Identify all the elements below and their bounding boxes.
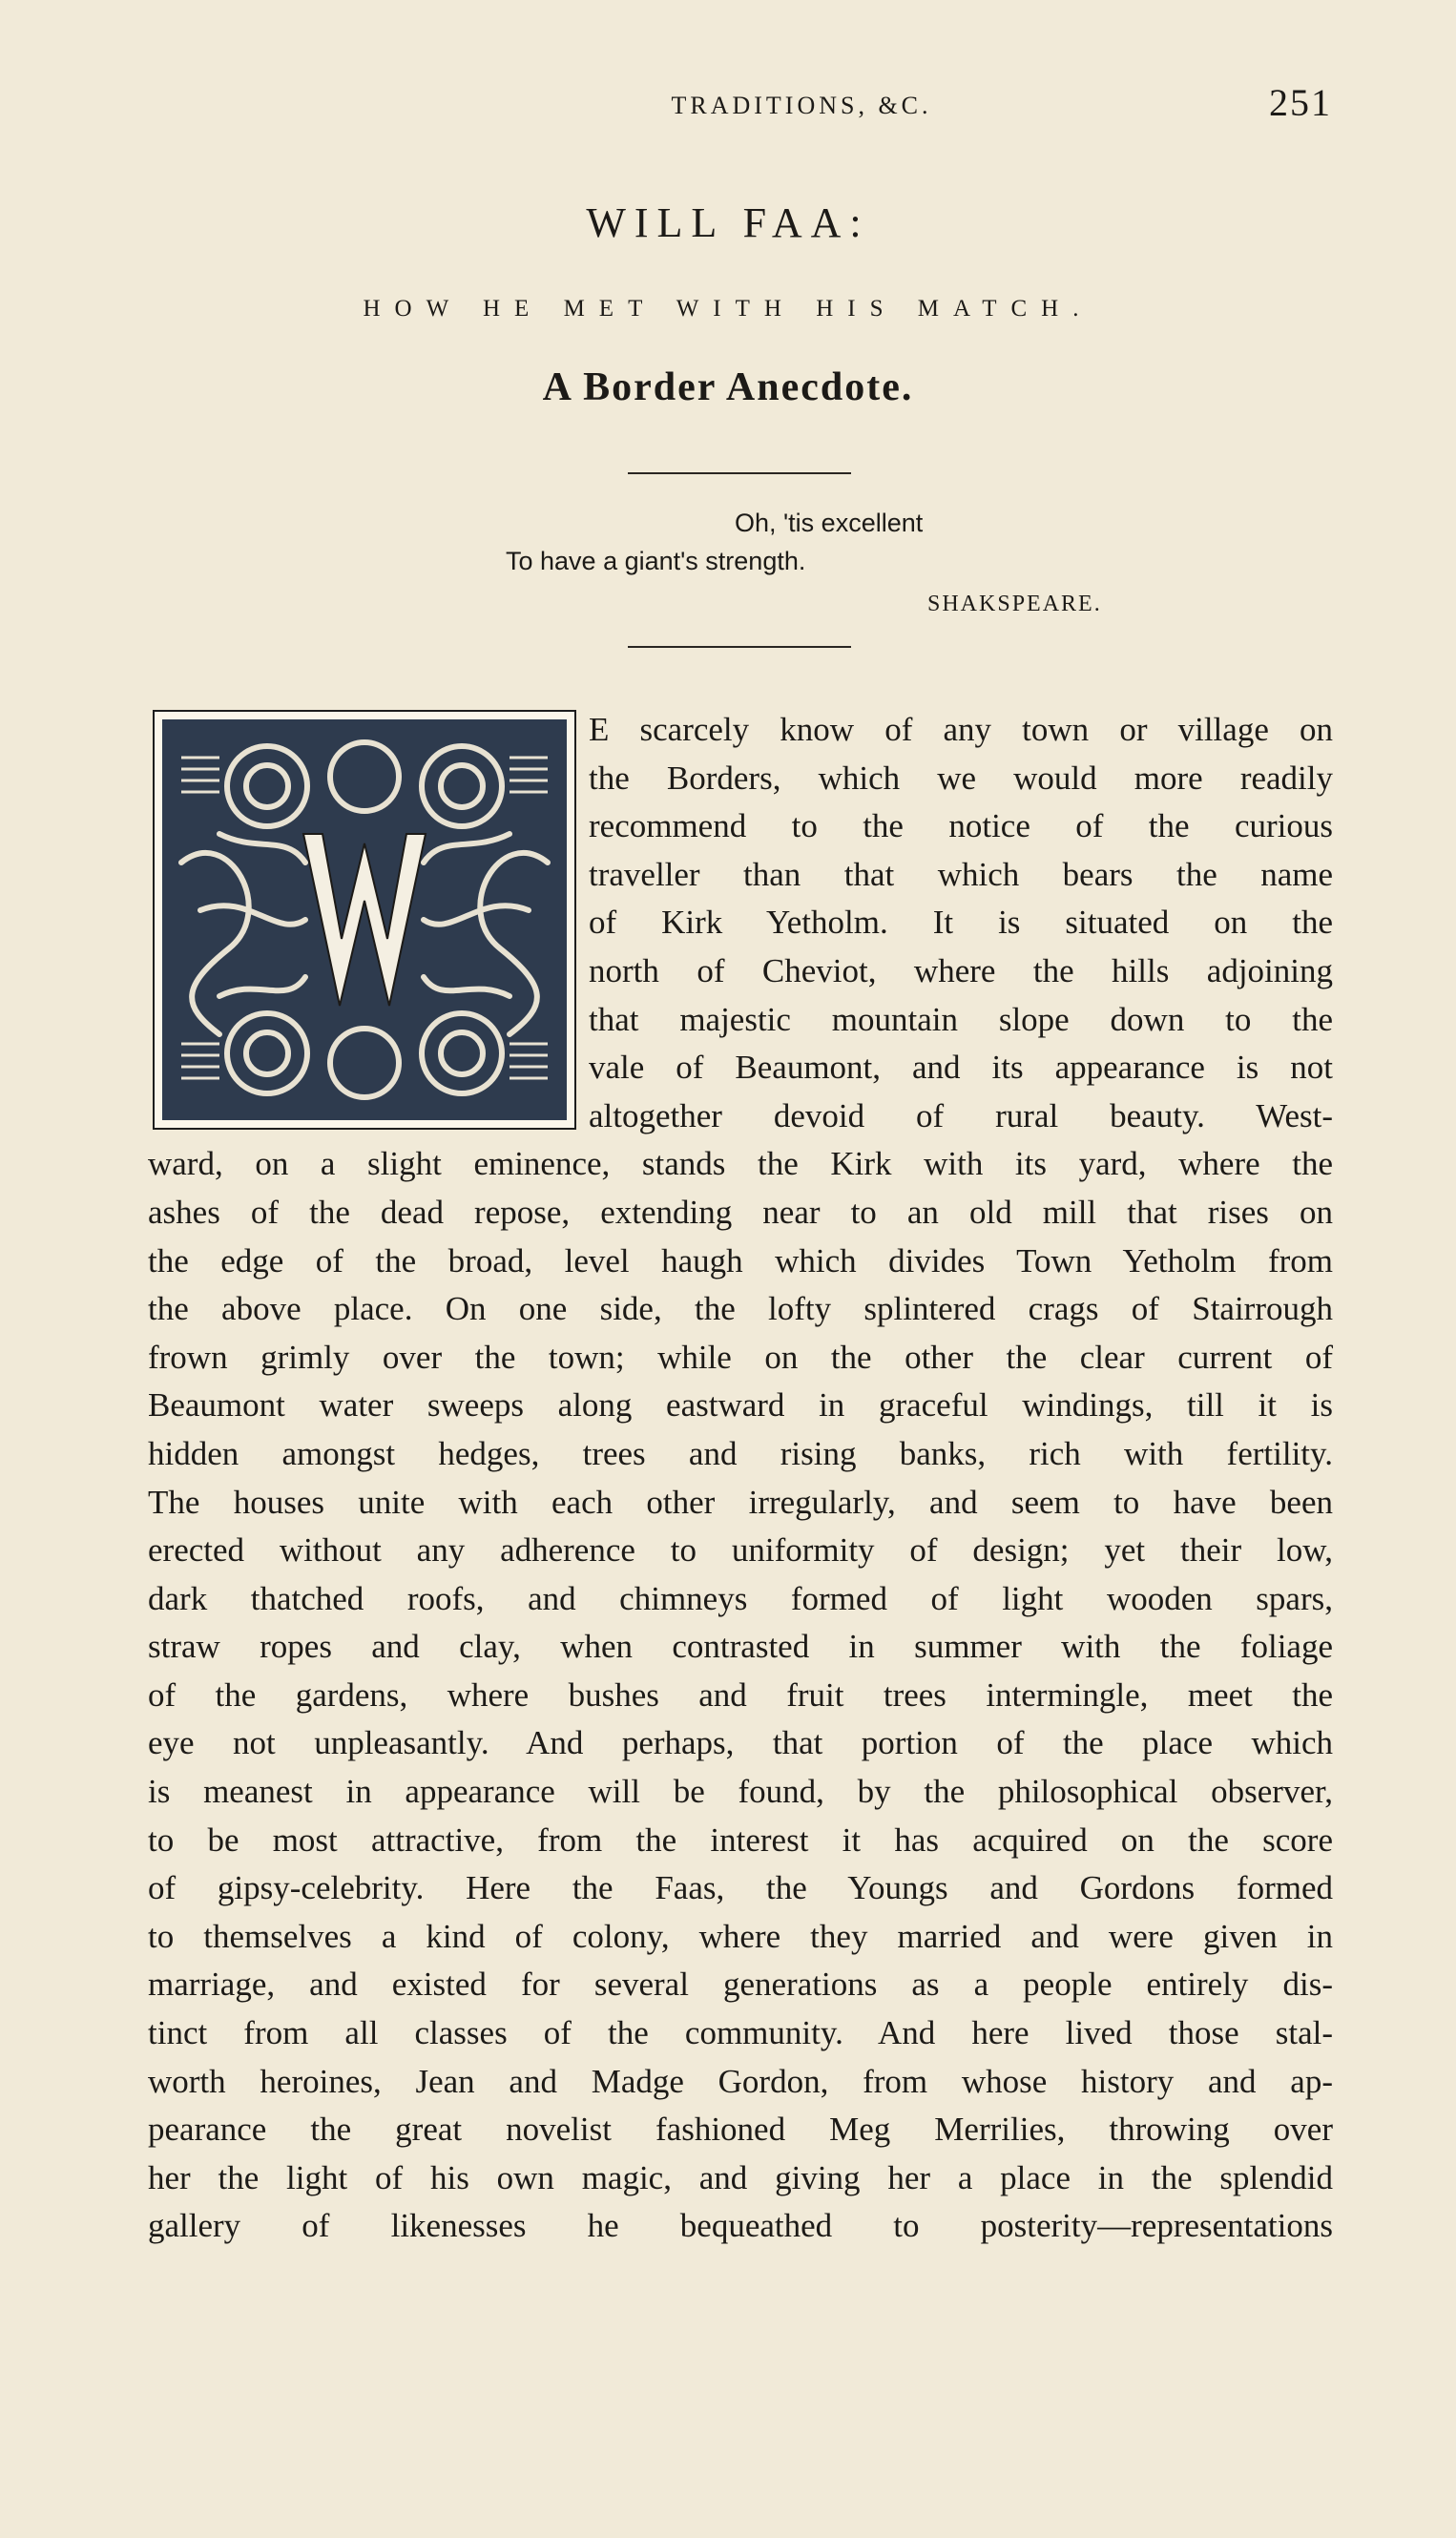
body-line: the above place. On one side, the lofty splintered crags of Stairrough bbox=[148, 1290, 1333, 1328]
body-line: vale of Beaumont, and its appearance is not bbox=[589, 1049, 1333, 1087]
body-line: marriage, and existed for several generations as a people entirely dis- bbox=[148, 1966, 1333, 2004]
divider-rule-bottom bbox=[628, 646, 851, 648]
body-line: of the gardens, where bushes and fruit trees intermingle, meet the bbox=[148, 1675, 1333, 1714]
body-line: of gipsy-celebrity. Here the Faas, the Youngs and Gordons formed bbox=[148, 1869, 1333, 1907]
body-line: is meanest in appearance will be found, by the philosophical observer, bbox=[148, 1773, 1333, 1811]
body-line: E scarcely know of any town or village on bbox=[589, 711, 1333, 748]
running-head: TRADITIONS, &C. bbox=[671, 92, 932, 119]
body-line: her the light of his own magic, and giving her a place in the splendid bbox=[148, 2158, 1333, 2196]
body-line: dark thatched roofs, and chimneys formed of light wooden spars, bbox=[148, 1579, 1333, 1617]
body-line: ashes of the dead repose, extending near to an old mill that rises on bbox=[148, 1193, 1333, 1231]
body-line: ward, on a slight eminence, stands the Kirk with its yard, where the bbox=[148, 1145, 1333, 1183]
body-line: to be most attractive, from the interest it has acquired on the score bbox=[148, 1820, 1333, 1859]
body-line: straw ropes and clay, when contrasted in summer with the foliage bbox=[148, 1628, 1333, 1666]
body-line: of Kirk Yetholm. It is situated on the bbox=[589, 904, 1333, 942]
body-line: altogether devoid of rural beauty. West- bbox=[589, 1096, 1333, 1134]
body-line: traveller than that which bears the name bbox=[589, 855, 1333, 893]
article-title: WILL FAA: bbox=[586, 199, 870, 246]
body-line: The houses unite with each other irregularly, and seem to have been bbox=[148, 1483, 1333, 1521]
divider-rule-top bbox=[628, 472, 851, 474]
body-line: erected without any adherence to uniformity of design; yet their low, bbox=[148, 1531, 1333, 1570]
page-number: 251 bbox=[1269, 81, 1332, 124]
epigraph-line: Oh, 'tis excellent bbox=[735, 509, 924, 537]
body-line: the Borders, which we would more readily bbox=[589, 759, 1333, 797]
body-line: recommend to the notice of the curious bbox=[589, 807, 1333, 845]
body-line: worth heroines, Jean and Madge Gordon, from whose history and ap- bbox=[148, 2062, 1333, 2100]
article-subtitle: HOW HE MET WITH HIS MATCH. bbox=[363, 296, 1093, 322]
body-line: eye not unpleasantly. And perhaps, that portion of the place which bbox=[148, 1724, 1333, 1762]
body-line: hidden amongst hedges, trees and rising banks, rich with fertility. bbox=[148, 1434, 1333, 1472]
body-line: north of Cheviot, where the hills adjoining bbox=[589, 951, 1333, 989]
body-line: Beaumont water sweeps along eastward in graceful windings, till it is bbox=[148, 1386, 1333, 1425]
body-line: pearance the great novelist fashioned Meg Merrilies, throwing over bbox=[148, 2111, 1333, 2149]
article-tagline: A Border Anecdote. bbox=[542, 365, 914, 409]
body-line: tinct from all classes of the community. And here lived those stal- bbox=[148, 2014, 1333, 2052]
body-line: to themselves a kind of colony, where they married and were given in bbox=[148, 1917, 1333, 1955]
epigraph bbox=[506, 504, 1116, 580]
epigraph-attribution: SHAKSPEARE. bbox=[927, 592, 1102, 616]
epigraph-line: To have a giant's strength. bbox=[506, 547, 806, 575]
body-text bbox=[148, 706, 1333, 2251]
body-line: gallery of likenesses he bequeathed to posterity—representations bbox=[148, 2207, 1333, 2245]
body-line: the edge of the broad, level haugh which divides Town Yetholm from bbox=[148, 1241, 1333, 1279]
body-line: frown grimly over the town; while on the other the clear current of bbox=[148, 1338, 1333, 1376]
body-line: that majestic mountain slope down to the bbox=[589, 1000, 1333, 1038]
